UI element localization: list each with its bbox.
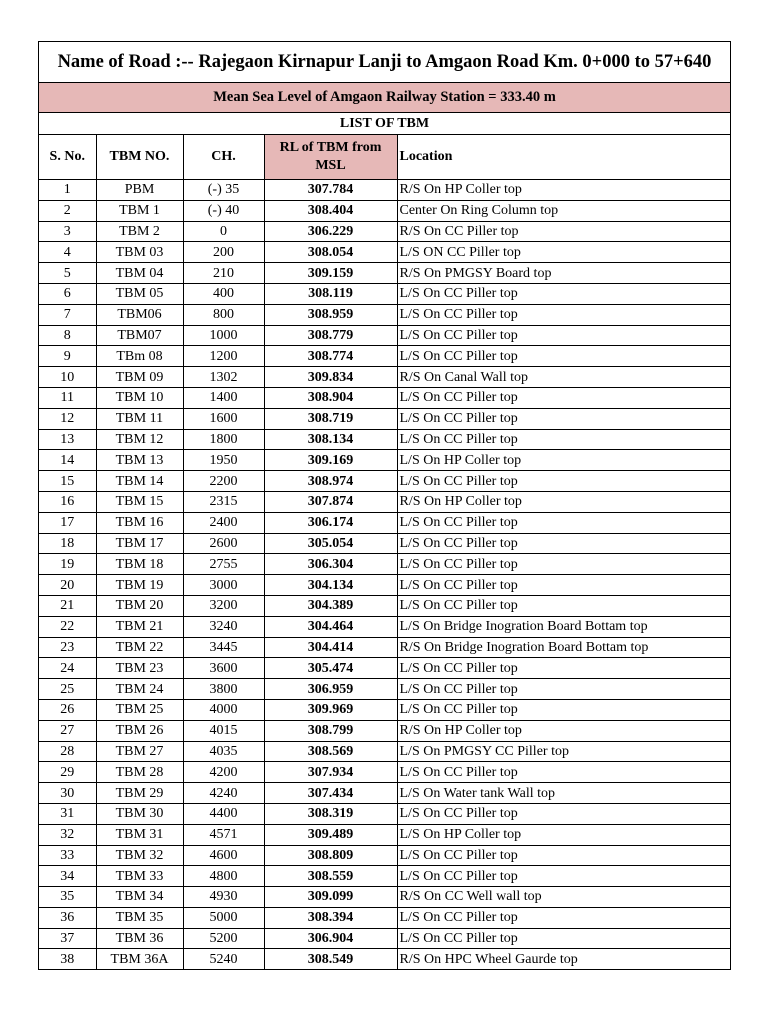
cell-sno: 30 (39, 783, 96, 804)
cell-tbm-no: TBM 24 (96, 679, 183, 700)
table-row (39, 242, 730, 263)
table-row (39, 450, 730, 471)
cell-chainage: 3600 (183, 658, 264, 679)
cell-rl: 306.174 (264, 512, 397, 533)
cell-rl: 307.434 (264, 783, 397, 804)
cell-location: L/S On CC Piller top (397, 304, 730, 325)
cell-tbm-no: TBM 09 (96, 367, 183, 388)
cell-sno: 24 (39, 658, 96, 679)
cell-sno: 1 (39, 180, 96, 201)
cell-sno: 12 (39, 408, 96, 429)
cell-location: L/S On CC Piller top (397, 679, 730, 700)
cell-chainage: 4800 (183, 866, 264, 887)
table-row (39, 387, 730, 408)
cell-chainage: 4240 (183, 783, 264, 804)
cell-rl: 309.489 (264, 824, 397, 845)
table-row (39, 180, 730, 201)
table-row (39, 595, 730, 616)
cell-location: R/S On Canal Wall top (397, 367, 730, 388)
cell-chainage: 2755 (183, 554, 264, 575)
cell-chainage: 1950 (183, 450, 264, 471)
cell-tbm-no: TBM06 (96, 304, 183, 325)
cell-rl: 308.779 (264, 325, 397, 346)
table-row (39, 658, 730, 679)
cell-location: R/S On PMGSY Board top (397, 263, 730, 284)
cell-tbm-no: TBM 29 (96, 783, 183, 804)
cell-sno: 7 (39, 304, 96, 325)
cell-location: R/S On HP Coller top (397, 180, 730, 201)
cell-tbm-no: PBM (96, 180, 183, 201)
cell-location: R/S On CC Piller top (397, 221, 730, 242)
cell-rl: 306.304 (264, 554, 397, 575)
cell-rl: 308.394 (264, 907, 397, 928)
cell-rl: 309.099 (264, 887, 397, 908)
cell-sno: 9 (39, 346, 96, 367)
cell-chainage: 3000 (183, 575, 264, 596)
cell-sno: 11 (39, 387, 96, 408)
table-row (39, 845, 730, 866)
table-row (39, 928, 730, 949)
cell-chainage: 2600 (183, 533, 264, 554)
cell-location: L/S On CC Piller top (397, 907, 730, 928)
cell-chainage: 3800 (183, 679, 264, 700)
table-row (39, 866, 730, 887)
cell-tbm-no: TBM 27 (96, 741, 183, 762)
cell-location: R/S On HPC Wheel Gaurde top (397, 949, 730, 969)
cell-tbm-no: TBM 12 (96, 429, 183, 450)
cell-chainage: 0 (183, 221, 264, 242)
table-row (39, 263, 730, 284)
cell-sno: 33 (39, 845, 96, 866)
cell-chainage: 4015 (183, 720, 264, 741)
cell-sno: 26 (39, 699, 96, 720)
table-row (39, 283, 730, 304)
cell-tbm-no: TBM 19 (96, 575, 183, 596)
cell-location: L/S On CC Piller top (397, 471, 730, 492)
cell-sno: 10 (39, 367, 96, 388)
cell-sno: 16 (39, 491, 96, 512)
col-header-chainage: CH. (183, 135, 264, 180)
cell-location: L/S On CC Piller top (397, 699, 730, 720)
cell-location: Center On Ring Column top (397, 200, 730, 221)
cell-rl: 306.904 (264, 928, 397, 949)
cell-tbm-no: TBM 18 (96, 554, 183, 575)
table-row (39, 616, 730, 637)
cell-sno: 28 (39, 741, 96, 762)
cell-location: L/S On CC Piller top (397, 408, 730, 429)
cell-rl: 308.959 (264, 304, 397, 325)
cell-tbm-no: TBM07 (96, 325, 183, 346)
cell-chainage: 5240 (183, 949, 264, 969)
cell-chainage: 1800 (183, 429, 264, 450)
cell-location: L/S On CC Piller top (397, 658, 730, 679)
cell-location: L/S On CC Piller top (397, 803, 730, 824)
cell-chainage: (-) 40 (183, 200, 264, 221)
cell-tbm-no: TBM 30 (96, 803, 183, 824)
table-row (39, 471, 730, 492)
cell-rl: 308.549 (264, 949, 397, 969)
cell-location: L/S On CC Piller top (397, 387, 730, 408)
cell-rl: 305.054 (264, 533, 397, 554)
table-row (39, 221, 730, 242)
col-header-location: Location (397, 135, 730, 180)
cell-sno: 31 (39, 803, 96, 824)
cell-rl: 308.774 (264, 346, 397, 367)
cell-rl: 304.464 (264, 616, 397, 637)
cell-tbm-no: TBM 32 (96, 845, 183, 866)
cell-rl: 307.784 (264, 180, 397, 201)
cell-chainage: 4200 (183, 762, 264, 783)
cell-rl: 308.054 (264, 242, 397, 263)
cell-location: L/S On HP Coller top (397, 824, 730, 845)
col-header-rl: RL of TBM from MSL (264, 135, 397, 180)
cell-tbm-no: TBM 03 (96, 242, 183, 263)
cell-chainage: 2400 (183, 512, 264, 533)
cell-chainage: 5000 (183, 907, 264, 928)
cell-chainage: 4000 (183, 699, 264, 720)
cell-rl: 304.389 (264, 595, 397, 616)
cell-location: R/S On HP Coller top (397, 720, 730, 741)
cell-location: L/S On CC Piller top (397, 325, 730, 346)
cell-tbm-no: TBM 04 (96, 263, 183, 284)
cell-chainage: 3200 (183, 595, 264, 616)
cell-tbm-no: TBM 1 (96, 200, 183, 221)
cell-rl: 306.229 (264, 221, 397, 242)
cell-chainage: 1302 (183, 367, 264, 388)
tbm-sheet (38, 41, 731, 970)
msl-note: Mean Sea Level of Amgaon Railway Station = 333.40 m (39, 83, 730, 113)
cell-sno: 2 (39, 200, 96, 221)
cell-tbm-no: TBM 23 (96, 658, 183, 679)
cell-sno: 34 (39, 866, 96, 887)
cell-rl: 304.414 (264, 637, 397, 658)
cell-location: L/S On CC Piller top (397, 554, 730, 575)
cell-rl: 308.974 (264, 471, 397, 492)
table-row (39, 637, 730, 658)
cell-tbm-no: TBM 17 (96, 533, 183, 554)
list-title: LIST OF TBM (39, 113, 730, 135)
cell-chainage: 1600 (183, 408, 264, 429)
table-row (39, 325, 730, 346)
cell-tbm-no: TBM 36A (96, 949, 183, 969)
cell-location: R/S On Bridge Inogration Board Bottam top (397, 637, 730, 658)
cell-tbm-no: TBM 25 (96, 699, 183, 720)
cell-sno: 27 (39, 720, 96, 741)
cell-tbm-no: TBM 11 (96, 408, 183, 429)
cell-chainage: 4400 (183, 803, 264, 824)
cell-rl: 308.319 (264, 803, 397, 824)
cell-tbm-no: TBM 36 (96, 928, 183, 949)
table-row (39, 512, 730, 533)
road-title: Name of Road :-- Rajegaon Kirnapur Lanji to Amgaon Road Km. 0+000 to 57+640 (39, 42, 730, 83)
col-header-tbm-no: TBM NO. (96, 135, 183, 180)
cell-rl: 308.569 (264, 741, 397, 762)
cell-tbm-no: TBM 05 (96, 283, 183, 304)
cell-tbm-no: TBM 31 (96, 824, 183, 845)
table-row (39, 783, 730, 804)
table-row (39, 346, 730, 367)
cell-sno: 14 (39, 450, 96, 471)
cell-sno: 17 (39, 512, 96, 533)
table-row (39, 720, 730, 741)
cell-sno: 22 (39, 616, 96, 637)
cell-sno: 20 (39, 575, 96, 596)
cell-sno: 15 (39, 471, 96, 492)
cell-sno: 35 (39, 887, 96, 908)
table-row (39, 824, 730, 845)
cell-tbm-no: TBM 21 (96, 616, 183, 637)
cell-location: L/S On Water tank Wall top (397, 783, 730, 804)
cell-sno: 3 (39, 221, 96, 242)
table-row (39, 554, 730, 575)
cell-location: L/S On Bridge Inogration Board Bottam top (397, 616, 730, 637)
table-row (39, 741, 730, 762)
cell-sno: 5 (39, 263, 96, 284)
table-row (39, 491, 730, 512)
table-row (39, 200, 730, 221)
cell-chainage: 3240 (183, 616, 264, 637)
cell-tbm-no: TBM 14 (96, 471, 183, 492)
cell-rl: 309.159 (264, 263, 397, 284)
table-row (39, 907, 730, 928)
cell-tbm-no: TBM 15 (96, 491, 183, 512)
cell-sno: 19 (39, 554, 96, 575)
cell-tbm-no: TBM 10 (96, 387, 183, 408)
cell-chainage: 4930 (183, 887, 264, 908)
cell-tbm-no: TBM 28 (96, 762, 183, 783)
cell-rl: 308.119 (264, 283, 397, 304)
cell-location: L/S On CC Piller top (397, 762, 730, 783)
table-row (39, 533, 730, 554)
cell-rl: 308.134 (264, 429, 397, 450)
cell-rl: 308.809 (264, 845, 397, 866)
cell-chainage: 2315 (183, 491, 264, 512)
table-header-row (39, 135, 730, 180)
cell-tbm-no: TBM 35 (96, 907, 183, 928)
cell-location: L/S On CC Piller top (397, 283, 730, 304)
cell-location: L/S On HP Coller top (397, 450, 730, 471)
cell-location: L/S On CC Piller top (397, 533, 730, 554)
cell-location: L/S On CC Piller top (397, 845, 730, 866)
cell-sno: 18 (39, 533, 96, 554)
cell-tbm-no: TBM 20 (96, 595, 183, 616)
cell-location: L/S ON CC Piller top (397, 242, 730, 263)
cell-rl: 309.969 (264, 699, 397, 720)
cell-location: L/S On CC Piller top (397, 928, 730, 949)
cell-rl: 307.934 (264, 762, 397, 783)
cell-sno: 25 (39, 679, 96, 700)
table-row (39, 949, 730, 969)
cell-location: L/S On CC Piller top (397, 575, 730, 596)
cell-chainage: 1400 (183, 387, 264, 408)
cell-location: R/S On CC Well wall top (397, 887, 730, 908)
cell-chainage: 5200 (183, 928, 264, 949)
tbm-table (39, 135, 730, 969)
cell-sno: 13 (39, 429, 96, 450)
cell-sno: 36 (39, 907, 96, 928)
table-row (39, 304, 730, 325)
cell-chainage: 400 (183, 283, 264, 304)
cell-rl: 304.134 (264, 575, 397, 596)
cell-chainage: 1200 (183, 346, 264, 367)
cell-rl: 308.719 (264, 408, 397, 429)
cell-rl: 306.959 (264, 679, 397, 700)
table-row (39, 575, 730, 596)
cell-tbm-no: TBM 22 (96, 637, 183, 658)
cell-rl: 309.169 (264, 450, 397, 471)
cell-sno: 21 (39, 595, 96, 616)
cell-rl: 308.404 (264, 200, 397, 221)
cell-chainage: 1000 (183, 325, 264, 346)
cell-chainage: 210 (183, 263, 264, 284)
cell-sno: 38 (39, 949, 96, 969)
cell-tbm-no: TBM 34 (96, 887, 183, 908)
cell-sno: 4 (39, 242, 96, 263)
cell-location: L/S On CC Piller top (397, 346, 730, 367)
col-header-sno: S. No. (39, 135, 96, 180)
cell-rl: 305.474 (264, 658, 397, 679)
cell-location: L/S On CC Piller top (397, 429, 730, 450)
cell-chainage: 800 (183, 304, 264, 325)
cell-sno: 23 (39, 637, 96, 658)
table-body (39, 180, 730, 970)
cell-chainage: 4035 (183, 741, 264, 762)
cell-location: L/S On CC Piller top (397, 866, 730, 887)
cell-sno: 32 (39, 824, 96, 845)
table-row (39, 408, 730, 429)
table-row (39, 429, 730, 450)
cell-chainage: 4571 (183, 824, 264, 845)
cell-chainage: (-) 35 (183, 180, 264, 201)
cell-chainage: 3445 (183, 637, 264, 658)
cell-location: L/S On CC Piller top (397, 512, 730, 533)
cell-tbm-no: TBM 2 (96, 221, 183, 242)
table-row (39, 887, 730, 908)
table-row (39, 367, 730, 388)
cell-sno: 29 (39, 762, 96, 783)
cell-chainage: 2200 (183, 471, 264, 492)
cell-location: L/S On CC Piller top (397, 595, 730, 616)
cell-location: R/S On HP Coller top (397, 491, 730, 512)
cell-chainage: 200 (183, 242, 264, 263)
cell-rl: 309.834 (264, 367, 397, 388)
cell-sno: 8 (39, 325, 96, 346)
cell-rl: 308.559 (264, 866, 397, 887)
table-row (39, 679, 730, 700)
cell-tbm-no: TBM 16 (96, 512, 183, 533)
cell-rl: 308.799 (264, 720, 397, 741)
cell-tbm-no: TBM 13 (96, 450, 183, 471)
cell-tbm-no: TBM 33 (96, 866, 183, 887)
cell-sno: 6 (39, 283, 96, 304)
cell-chainage: 4600 (183, 845, 264, 866)
cell-rl: 308.904 (264, 387, 397, 408)
table-row (39, 762, 730, 783)
cell-rl: 307.874 (264, 491, 397, 512)
cell-location: L/S On PMGSY CC Piller top (397, 741, 730, 762)
cell-tbm-no: TBM 26 (96, 720, 183, 741)
table-row (39, 699, 730, 720)
table-row (39, 803, 730, 824)
cell-tbm-no: TBm 08 (96, 346, 183, 367)
cell-sno: 37 (39, 928, 96, 949)
